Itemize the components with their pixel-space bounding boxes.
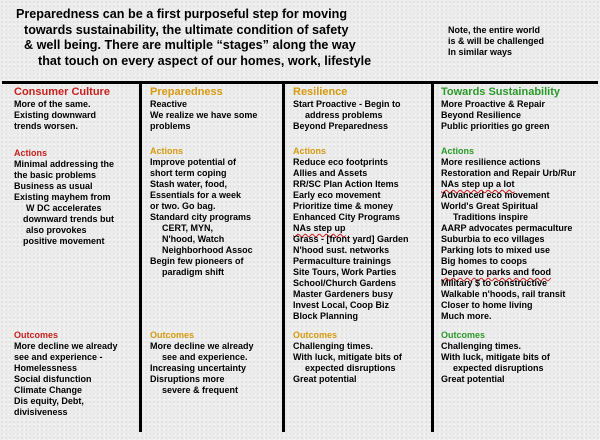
outcomes-heading: Outcomes [150, 330, 195, 340]
outcome-item: see and experience. [162, 352, 248, 362]
action-item: or two. Go bag. [150, 201, 216, 211]
side-note [448, 25, 544, 58]
intro-text: Beyond Resilience [441, 110, 522, 120]
action-item: Advanced eco movement [441, 190, 550, 200]
actions-list [150, 157, 253, 278]
action-item: Military $ to constructive [441, 278, 548, 288]
action-item: Block Planning [293, 311, 359, 321]
action-item: Minimal addressing the [14, 159, 115, 169]
outcome-item: Climate Change [14, 385, 83, 395]
action-item: Closer to home living [441, 300, 533, 310]
action-item: short term coping [150, 168, 227, 178]
outcome-item: Disruptions more [150, 374, 225, 384]
column-intro [150, 99, 278, 132]
action-item: RR/SC Plan Action Items [293, 179, 399, 189]
outcome-item: expected disruptions [453, 363, 544, 373]
outcomes-heading: Outcomes [14, 330, 59, 340]
outcomes-heading: Outcomes [293, 330, 338, 340]
action-item: CERT, MYN, [162, 223, 214, 233]
action-item: Permaculture trainings [293, 256, 392, 266]
action-item: downward trends but [23, 214, 114, 224]
action-item: Begin few pioneers of [150, 256, 244, 266]
outcome-item: With luck, mitigate bits of [293, 352, 402, 362]
column-intro [293, 99, 421, 132]
action-item: School/Church Gardens [293, 278, 397, 288]
action-item: N'hood, Watch [162, 234, 225, 244]
actions-heading: Actions [14, 148, 48, 158]
outcome-item: Great potential [293, 374, 357, 384]
intro-text: More Proactive & Repair [441, 99, 546, 109]
action-item: Neighborhood Assoc [162, 245, 253, 255]
actions-heading: Actions [441, 146, 475, 156]
action-item: Reduce eco footprints [293, 157, 389, 167]
outcome-item: More decline we already [150, 341, 254, 351]
action-item: NAs step up [293, 223, 346, 233]
intro-line: towards sustainability, the ultimate condition of safety [24, 22, 349, 37]
action-item: positive movement [23, 236, 105, 246]
intro-line: & well being. There are multiple “stages” along the way [24, 38, 356, 53]
outcome-item: With luck, mitigate bits of [441, 352, 550, 362]
intro-line: that touch on every aspect of our homes, work, lifestyle [38, 53, 372, 68]
column-divider [431, 82, 434, 432]
outcome-item: divisiveness [14, 407, 68, 417]
action-item: NAs step up a lot [441, 179, 515, 189]
column-title: Consumer Culture [14, 86, 110, 98]
note-line: In similar ways [448, 47, 513, 57]
outcome-item: Dis equity, Debt, [14, 396, 84, 406]
intro-text: trends worsen. [14, 121, 79, 131]
action-item: W DC accelerates [26, 203, 102, 213]
action-item: also provokes [26, 225, 87, 235]
actions-list [293, 157, 409, 322]
intro-text: We realize we have some [150, 110, 258, 120]
action-item: Enhanced City Programs [293, 212, 401, 222]
intro-text: Beyond Preparedness [293, 121, 389, 131]
action-item: Restoration and Repair Urb/Rur [441, 168, 577, 178]
action-item: Early eco movement [293, 190, 381, 200]
action-item: the basic problems [14, 170, 97, 180]
outcomes-list [441, 341, 550, 385]
outcome-item: severe & frequent [162, 385, 239, 395]
intro-text: address problems [305, 110, 383, 120]
outcome-item: Challenging times. [441, 341, 522, 351]
intro-text: Public priorities go green [441, 121, 550, 131]
column-divider [139, 82, 142, 432]
action-item: Parking lots to mixed use [441, 245, 551, 255]
outcome-item: Homelessness [14, 363, 78, 373]
action-item: Business as usual [14, 181, 93, 191]
column-intro [14, 99, 142, 132]
column-title: Towards Sustainability [441, 86, 560, 98]
action-item: Existing mayhem from [14, 192, 111, 202]
action-item: Big homes to coops [441, 256, 528, 266]
action-item: Prioritize time & money [293, 201, 394, 211]
column-intro [441, 99, 596, 132]
action-item: More resilience actions [441, 157, 541, 167]
outcome-item: Social disfunction [14, 374, 92, 384]
action-item: Invest Local, Coop Biz [293, 300, 390, 310]
column-consumer-culture [14, 86, 142, 132]
action-item: Master Gardeners busy [293, 289, 394, 299]
actions-heading: Actions [293, 146, 327, 156]
outcome-item: see and experience - [14, 352, 103, 362]
outcome-item: Increasing uncertainty [150, 363, 247, 373]
outcomes-heading: Outcomes [441, 330, 486, 340]
column-title: Preparedness [150, 86, 223, 98]
outcomes-list [150, 341, 254, 396]
outcomes-list [14, 341, 118, 418]
intro-text: Start Proactive - Begin to [293, 99, 401, 109]
column-resilience [293, 86, 421, 132]
column-towards-sustainability [441, 86, 596, 132]
outcomes-list [293, 341, 402, 385]
action-item: Improve potential of [150, 157, 237, 167]
intro-text: Existing downward [14, 110, 97, 120]
action-item: Allies and Assets [293, 168, 368, 178]
column-divider [282, 82, 285, 432]
column-title: Resilience [293, 86, 348, 98]
action-item: paradigm shift [162, 267, 225, 277]
note-line: is & will be challenged [448, 36, 545, 46]
actions-list [14, 159, 114, 247]
intro-text: Reactive [150, 99, 188, 109]
intro-line: Preparedness can be a first purposeful step for moving [16, 7, 348, 21]
outcome-item: More decline we already [14, 341, 118, 351]
action-item: N'hood sust. networks [293, 245, 390, 255]
intro-text: More of the same. [14, 99, 91, 109]
outcome-item: expected disruptions [305, 363, 396, 373]
outcome-item: Great potential [441, 374, 505, 384]
action-item: AARP advocates permaculture [441, 223, 573, 233]
action-item: Traditions inspire [453, 212, 529, 222]
action-item: Much more. [441, 311, 492, 321]
column-preparedness [150, 86, 278, 132]
action-item: Walkable n'hoods, rail transit [441, 289, 566, 299]
action-item: Standard city programs [150, 212, 252, 222]
action-item: Suburbia to eco villages [441, 234, 545, 244]
note-line: Note, the entire world [448, 25, 541, 35]
action-item: Grass - [front yard] Garden [293, 234, 409, 244]
action-item: World's Great Spiritual [441, 201, 538, 211]
actions-list [441, 157, 576, 322]
outcome-item: Challenging times. [293, 341, 374, 351]
action-item: Essentials for a week [150, 190, 242, 200]
intro-text: problems [150, 121, 191, 131]
actions-heading: Actions [150, 146, 184, 156]
horizontal-divider [2, 81, 598, 84]
intro-statement [16, 7, 416, 69]
action-item: Stash water, food, [150, 179, 228, 189]
action-item: Site Tours, Work Parties [293, 267, 397, 277]
action-item: Depave to parks and food [441, 267, 552, 277]
